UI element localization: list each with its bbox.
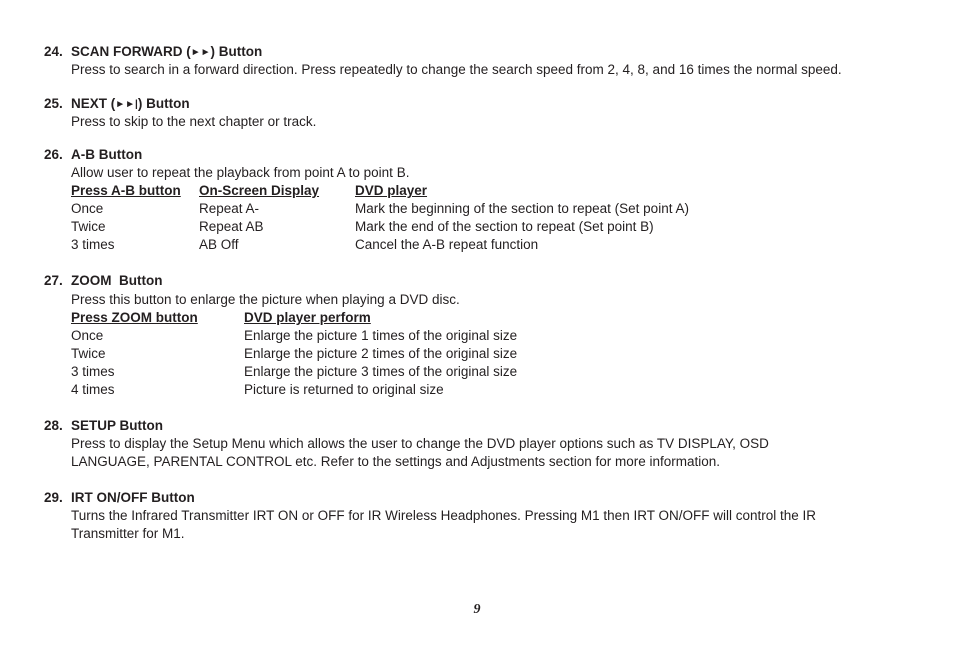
- title-text: ) Button: [137, 96, 190, 111]
- table-header: DVD player: [355, 183, 428, 198]
- section-number: 28.: [44, 418, 63, 433]
- section-27-body: Press this button to enlarge the picture when playing a DVD disc.: [71, 292, 460, 307]
- table-cell: 3 times: [71, 364, 115, 379]
- section-29-body-line-1: Turns the Infrared Transmitter IRT ON or OFF for IR Wireless Headphones. Pressing M1 then IRT ON/OFF will control the IR: [71, 508, 816, 523]
- section-28-body-line-2: LANGUAGE, PARENTAL CONTROL etc. Refer to the settings and Adjustments section for more information.: [71, 454, 721, 469]
- table-cell: Twice: [71, 219, 106, 234]
- table-header: Press ZOOM button: [71, 310, 198, 325]
- section-number: 24.: [44, 44, 63, 59]
- title-text: SETUP Button: [71, 418, 163, 433]
- section-number: 25.: [44, 96, 63, 111]
- section-29-title: [44, 490, 195, 505]
- section-number: 27.: [44, 273, 63, 288]
- table-cell: Cancel the A-B repeat function: [355, 237, 539, 252]
- table-cell: Mark the beginning of the section to repeat (Set point A): [355, 201, 689, 216]
- table-cell: Repeat AB: [199, 219, 264, 234]
- table-cell: Twice: [71, 346, 106, 361]
- table-header: DVD player perform: [244, 310, 371, 325]
- section-24-body: Press to search in a forward direction. Press repeatedly to change the search speed from 2, 4, 8, and 16 times the normal speed.: [71, 62, 842, 77]
- section-27-title: [44, 273, 162, 288]
- table-header: Press A-B button: [71, 183, 181, 198]
- title-text: ZOOM Button: [71, 273, 163, 288]
- section-number: 26.: [44, 147, 63, 162]
- table-cell: AB Off: [199, 237, 239, 252]
- title-text: ) Button: [210, 44, 263, 59]
- table-cell: Mark the end of the section to repeat (Set point B): [355, 219, 654, 234]
- table-cell: 4 times: [71, 382, 115, 397]
- section-number: 29.: [44, 490, 63, 505]
- title-text: SCAN FORWARD (: [71, 44, 191, 59]
- table-cell: Enlarge the picture 2 times of the original size: [244, 346, 518, 361]
- table-cell: Enlarge the picture 1 times of the original size: [244, 328, 518, 343]
- section-26-body: Allow user to repeat the playback from point A to point B.: [71, 165, 410, 180]
- section-26-title: [44, 147, 142, 162]
- table-cell: 3 times: [71, 237, 115, 252]
- title-text: IRT ON/OFF Button: [71, 490, 195, 505]
- table-cell: Once: [71, 201, 104, 216]
- title-text: A-B Button: [71, 147, 143, 162]
- section-28-title: [44, 418, 163, 433]
- section-25-title: [44, 96, 190, 111]
- title-text: NEXT (: [71, 96, 116, 111]
- table-cell: Picture is returned to original size: [244, 382, 444, 397]
- table-cell: Once: [71, 328, 104, 343]
- section-28-body-line-1: Press to display the Setup Menu which allows the user to change the DVD player options such as TV DISPLAY, OSD: [71, 436, 769, 451]
- section-29-body-line-2: Transmitter for M1.: [71, 526, 185, 541]
- table-header: On-Screen Display: [199, 183, 320, 198]
- skip-next-icon: ►►|: [115, 99, 138, 110]
- table-cell: Repeat A-: [199, 201, 260, 216]
- section-24-title: [44, 44, 262, 59]
- fast-forward-icon: ►►: [190, 47, 211, 58]
- page-number: 9: [473, 602, 481, 617]
- table-cell: Enlarge the picture 3 times of the original size: [244, 364, 518, 379]
- section-25-body: Press to skip to the next chapter or track.: [71, 114, 317, 129]
